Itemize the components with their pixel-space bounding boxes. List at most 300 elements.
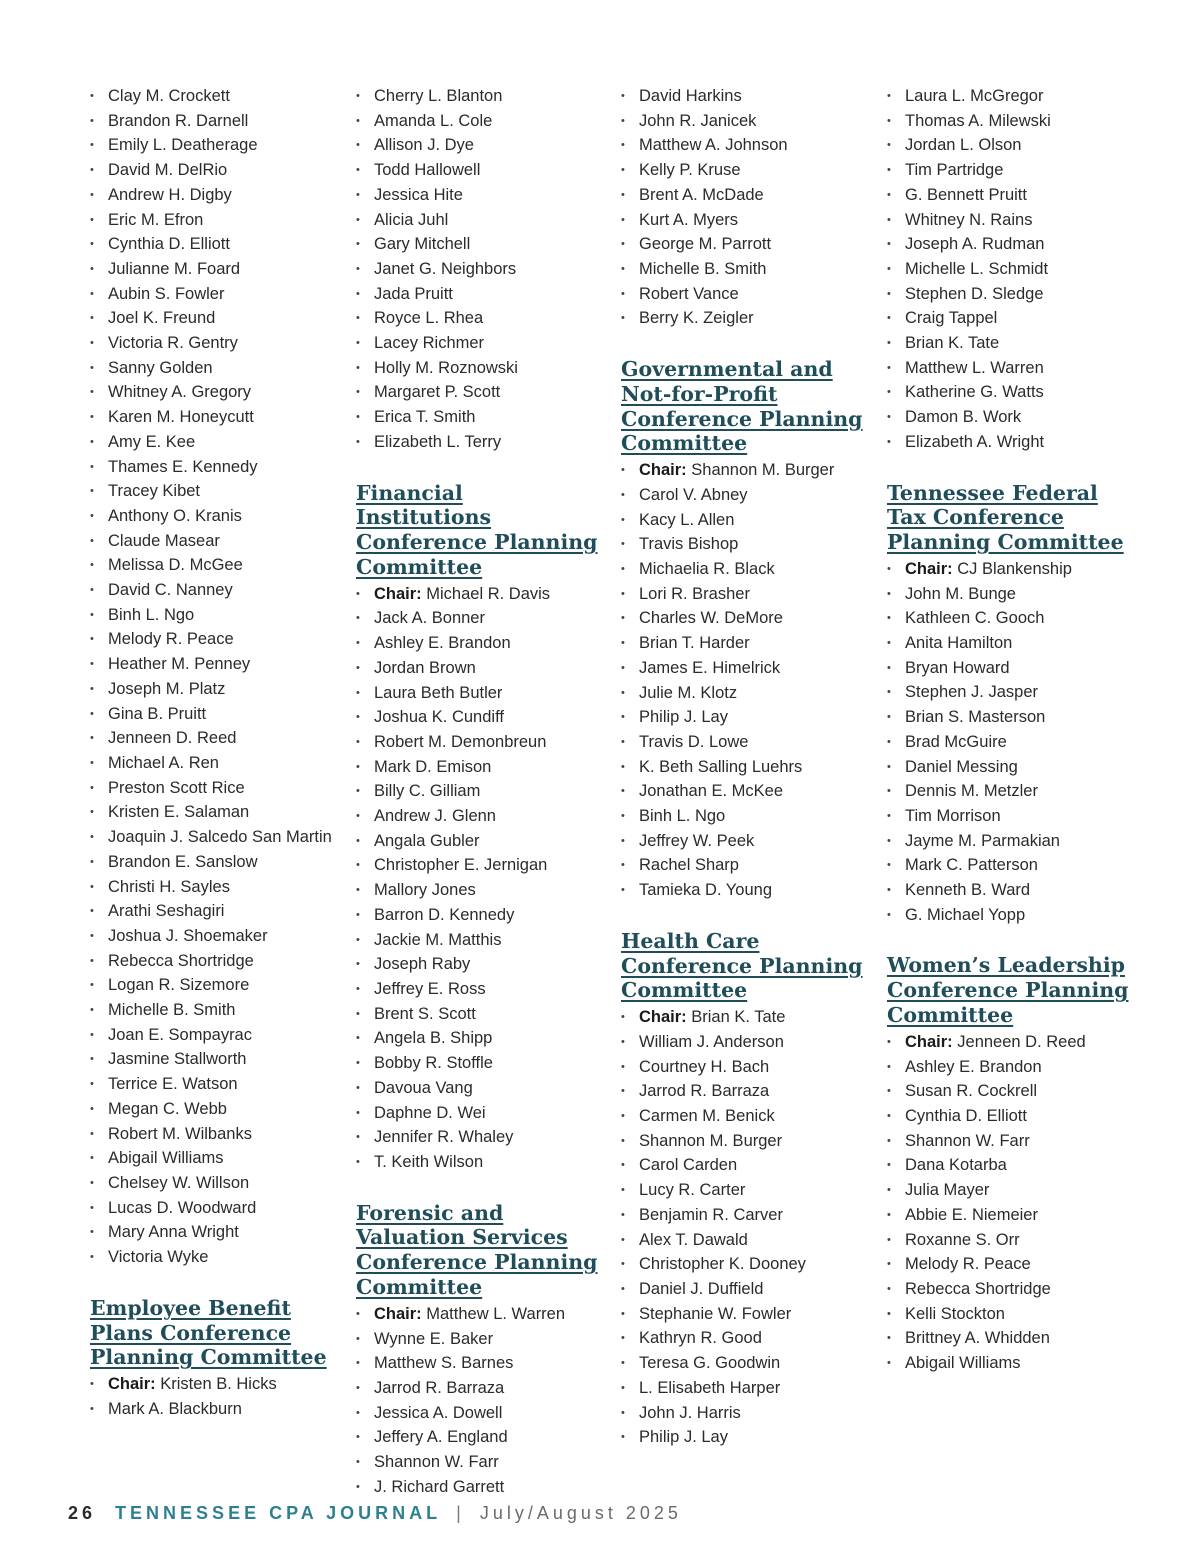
member-list-item — [621, 779, 866, 804]
member-list-item — [90, 850, 335, 875]
member-list-item — [621, 1203, 866, 1228]
member-name: Shannon M. Burger — [691, 461, 835, 480]
member-name: Travis D. Lowe — [639, 732, 749, 751]
member-name: Abbie E. Niemeier — [905, 1205, 1038, 1224]
member-list-item — [887, 582, 1132, 607]
member-name: Whitney A. Gregory — [108, 383, 252, 402]
committee-section — [887, 481, 1132, 928]
member-name: Jessica A. Dowell — [374, 1403, 503, 1422]
member-name: Berry K. Zeigler — [639, 309, 754, 328]
member-list-item — [90, 455, 335, 480]
member-name: Brent A. McDade — [639, 185, 764, 204]
member-list-item — [887, 257, 1132, 282]
member-list-item — [887, 183, 1132, 208]
committee-chair-item — [887, 557, 1132, 582]
member-name: Mark D. Emison — [374, 757, 492, 776]
member-name: Lori R. Brasher — [639, 584, 750, 603]
member-list-item — [90, 702, 335, 727]
member-list-item — [621, 656, 866, 681]
member-list-item — [356, 779, 601, 804]
member-name: Stephen J. Jasper — [905, 683, 1038, 702]
member-name: Rachel Sharp — [639, 856, 739, 875]
member-list-item — [90, 875, 335, 900]
member-list-item — [621, 532, 866, 557]
member-list-item — [887, 1129, 1132, 1154]
member-list-item — [90, 1220, 335, 1245]
member-list-item — [887, 606, 1132, 631]
member-list-item — [356, 232, 601, 257]
member-list — [356, 1302, 601, 1500]
member-list-item — [621, 1228, 866, 1253]
member-name: Margaret P. Scott — [374, 383, 501, 402]
member-name: Jeffrey E. Ross — [374, 979, 486, 998]
member-list-item — [887, 1302, 1132, 1327]
member-name: Brittney A. Whidden — [905, 1329, 1050, 1348]
member-list-item — [90, 949, 335, 974]
member-list-item — [356, 1101, 601, 1126]
member-name: Shannon W. Farr — [374, 1453, 499, 1472]
member-list-item — [356, 380, 601, 405]
member-list-item — [621, 84, 866, 109]
member-list-item — [887, 631, 1132, 656]
member-list-item — [356, 755, 601, 780]
member-name: Craig Tappel — [905, 309, 998, 328]
member-list-item — [887, 804, 1132, 829]
column-4 — [887, 84, 1132, 1376]
member-list-item — [356, 853, 601, 878]
member-list-item — [90, 1097, 335, 1122]
member-name: Carol Carden — [639, 1156, 738, 1175]
chair-label: Chair: — [639, 461, 687, 480]
member-list-item — [621, 1129, 866, 1154]
column-2 — [356, 84, 601, 1499]
member-list-item — [90, 1171, 335, 1196]
member-list — [356, 84, 601, 455]
member-name: John R. Janicek — [639, 111, 757, 130]
member-list-item — [621, 483, 866, 508]
member-list-item — [887, 903, 1132, 928]
member-list-item — [621, 631, 866, 656]
member-name: David Harkins — [639, 87, 742, 105]
member-list-item — [90, 627, 335, 652]
member-name: Rebecca Shortridge — [905, 1279, 1051, 1298]
member-list-item — [90, 529, 335, 554]
member-name: Kurt A. Myers — [639, 210, 739, 229]
member-list-item — [621, 829, 866, 854]
member-name: Joshua K. Cundiff — [374, 708, 504, 727]
member-name: Tim Morrison — [905, 806, 1001, 825]
member-name: Carol V. Abney — [639, 485, 748, 504]
member-name: Wynne E. Baker — [374, 1329, 494, 1348]
member-list — [621, 458, 866, 903]
member-list-item — [90, 380, 335, 405]
member-list-item — [356, 1425, 601, 1450]
member-list-item — [356, 1150, 601, 1175]
member-list-item — [356, 1002, 601, 1027]
committee-chair-item — [90, 1372, 335, 1397]
member-name: Philip J. Lay — [639, 708, 728, 727]
member-list — [621, 84, 866, 331]
member-name: Matthew L. Warren — [426, 1304, 566, 1323]
chair-label: Chair: — [108, 1375, 156, 1394]
member-name: Royce L. Rhea — [374, 309, 484, 328]
member-list-item — [90, 1397, 335, 1422]
member-name: Susan R. Cockrell — [905, 1082, 1038, 1101]
member-list-item — [621, 1079, 866, 1104]
member-name: Michelle L. Schmidt — [905, 259, 1049, 278]
member-list-item — [621, 282, 866, 307]
member-name: Michelle B. Smith — [108, 1001, 236, 1020]
member-name: Bobby R. Stoffle — [374, 1054, 493, 1073]
member-name: Mark C. Patterson — [905, 856, 1038, 875]
member-list-item — [621, 1376, 866, 1401]
member-name: Benjamin R. Carver — [639, 1205, 783, 1224]
member-name: Sanny Golden — [108, 358, 213, 377]
member-list-item — [356, 804, 601, 829]
member-list-item — [90, 800, 335, 825]
member-list-item — [887, 356, 1132, 381]
member-name: Shannon W. Farr — [905, 1131, 1030, 1150]
member-list-item — [90, 1023, 335, 1048]
member-name: Amanda L. Cole — [374, 111, 493, 130]
member-name: Cherry L. Blanton — [374, 87, 503, 105]
member-list-item — [887, 208, 1132, 233]
member-name: Aubin S. Fowler — [108, 284, 225, 303]
member-list-item — [356, 878, 601, 903]
member-name: Abigail Williams — [108, 1149, 224, 1168]
member-list-item — [887, 380, 1132, 405]
member-name: Jarrod R. Barraza — [639, 1082, 770, 1101]
member-list-item — [356, 829, 601, 854]
member-name: Matthew L. Warren — [905, 358, 1044, 377]
member-list-item — [621, 1030, 866, 1055]
member-list-item — [90, 751, 335, 776]
member-name: George M. Parrott — [639, 235, 772, 254]
member-name: Chelsey W. Willson — [108, 1173, 250, 1192]
member-list-item — [621, 606, 866, 631]
member-list-item — [90, 430, 335, 455]
member-list-item — [887, 1277, 1132, 1302]
column-3 — [621, 84, 866, 1450]
member-name: K. Beth Salling Luehrs — [639, 757, 803, 776]
member-name: Alex T. Dawald — [639, 1230, 748, 1249]
member-name: Anthony O. Kranis — [108, 506, 242, 525]
member-list-item — [90, 1072, 335, 1097]
member-name: Shannon M. Burger — [639, 1131, 783, 1150]
member-name: Jonathan E. McKee — [639, 782, 784, 801]
member-list-item — [887, 1326, 1132, 1351]
member-name: Barron D. Kennedy — [374, 905, 515, 924]
member-list-item — [90, 973, 335, 998]
member-name: Teresa G. Goodwin — [639, 1354, 781, 1373]
member-list-item — [90, 1047, 335, 1072]
member-list-item — [356, 1376, 601, 1401]
member-list-item — [90, 158, 335, 183]
member-name: Stephen D. Sledge — [905, 284, 1044, 303]
member-list-item — [90, 578, 335, 603]
member-list-item — [356, 977, 601, 1002]
committee-title: Women’s Leadership Conference Planning Committee — [887, 953, 1129, 1028]
member-name: Karen M. Honeycutt — [108, 408, 254, 427]
member-list-item — [887, 1055, 1132, 1080]
member-list-item — [90, 306, 335, 331]
member-name: Damon B. Work — [905, 408, 1022, 427]
member-list-item — [621, 730, 866, 755]
member-name: L. Elisabeth Harper — [639, 1378, 781, 1397]
member-list-item — [356, 656, 601, 681]
member-list-item — [90, 109, 335, 134]
member-list-item — [887, 232, 1132, 257]
member-list-item — [621, 705, 866, 730]
member-list-item — [356, 109, 601, 134]
member-name: Clay M. Crockett — [108, 87, 230, 105]
page-footer — [68, 1501, 682, 1525]
member-list-item — [621, 1252, 866, 1277]
member-list-item — [90, 356, 335, 381]
member-name: Kristen B. Hicks — [160, 1375, 277, 1394]
member-list — [887, 1030, 1132, 1376]
member-list-item — [90, 603, 335, 628]
member-name: Kelli Stockton — [905, 1304, 1005, 1323]
member-list-item — [90, 998, 335, 1023]
member-name: Carmen M. Benick — [639, 1107, 775, 1126]
member-name: Mark A. Blackburn — [108, 1399, 242, 1418]
member-list-item — [90, 1196, 335, 1221]
member-name: Stephanie W. Fowler — [639, 1304, 792, 1323]
member-name: Mallory Jones — [374, 881, 476, 900]
member-list-item — [887, 878, 1132, 903]
member-name: Bryan Howard — [905, 658, 1010, 677]
member-name: Kenneth B. Ward — [905, 881, 1031, 900]
member-name: Brandon E. Sanslow — [108, 852, 258, 871]
member-name: Elizabeth L. Terry — [374, 432, 502, 451]
member-list-continued — [887, 84, 1132, 455]
member-name: Todd Hallowell — [374, 161, 481, 180]
member-list-item — [356, 183, 601, 208]
member-list-item — [356, 331, 601, 356]
member-name: J. Richard Garrett — [374, 1477, 505, 1496]
member-name: Melody R. Peace — [905, 1255, 1031, 1274]
member-list-item — [90, 677, 335, 702]
member-name: Brian S. Masterson — [905, 708, 1046, 727]
member-name: Alicia Juhl — [374, 210, 449, 229]
member-name: Kacy L. Allen — [639, 510, 735, 529]
member-list-item — [356, 705, 601, 730]
member-list-item — [356, 356, 601, 381]
member-name: Joaquin J. Salcedo San Martin — [108, 828, 332, 847]
member-name: John M. Bunge — [905, 584, 1016, 603]
member-name: Julianne M. Foard — [108, 259, 241, 278]
member-name: Matthew A. Johnson — [639, 136, 788, 155]
member-list-item — [356, 257, 601, 282]
member-list-item — [621, 878, 866, 903]
member-name: Ashley E. Brandon — [905, 1057, 1042, 1076]
member-name: Jada Pruitt — [374, 284, 453, 303]
member-list — [90, 84, 335, 1270]
member-name: Heather M. Penney — [108, 655, 251, 674]
member-name: Jordan Brown — [374, 658, 476, 677]
member-list-item — [90, 776, 335, 801]
member-name: Victoria Wyke — [108, 1248, 209, 1267]
member-name: Laura Beth Butler — [374, 683, 503, 702]
member-list-item — [621, 1104, 866, 1129]
issue-date: July/August 2025 — [479, 1503, 682, 1523]
footer-separator: | — [456, 1503, 465, 1523]
member-list-item — [90, 726, 335, 751]
chair-label: Chair: — [905, 1032, 953, 1051]
member-name: Joan E. Sompayrac — [108, 1025, 252, 1044]
member-list-item — [90, 331, 335, 356]
member-name: Michelle B. Smith — [639, 259, 767, 278]
member-list-item — [356, 133, 601, 158]
member-name: Christi H. Sayles — [108, 877, 230, 896]
member-name: Brandon R. Darnell — [108, 111, 249, 130]
member-name: Victoria R. Gentry — [108, 334, 238, 353]
journal-name: TENNESSEE CPA JOURNAL — [115, 1503, 442, 1523]
member-name: Kathryn R. Good — [639, 1329, 762, 1348]
member-list-item — [356, 208, 601, 233]
committee-chair-item — [356, 1302, 601, 1327]
member-name: Rebecca Shortridge — [108, 951, 254, 970]
chair-label: Chair: — [374, 584, 422, 603]
member-name: Michael A. Ren — [108, 753, 219, 772]
member-name: Holly M. Roznowski — [374, 358, 518, 377]
committee-title: Employee Benefit Plans Conference Planning Committee — [90, 1295, 327, 1370]
member-name: Lucy R. Carter — [639, 1181, 746, 1200]
member-name: Gary Mitchell — [374, 235, 471, 254]
member-name: Lacey Richmer — [374, 334, 485, 353]
member-name: Brian T. Harder — [639, 634, 750, 653]
member-list-item — [621, 1153, 866, 1178]
member-list-item — [887, 133, 1132, 158]
member-name: Arathi Seshagiri — [108, 902, 225, 921]
member-name: Cynthia D. Elliott — [108, 235, 230, 254]
member-name: Courtney H. Bach — [639, 1057, 770, 1076]
member-list-item — [887, 158, 1132, 183]
member-name: Elizabeth A. Wright — [905, 432, 1045, 451]
committee-section — [90, 1296, 335, 1422]
member-name: Andrew J. Glenn — [374, 807, 496, 826]
member-name: Jenneen D. Reed — [957, 1032, 1086, 1051]
member-list-item — [356, 1475, 601, 1500]
member-name: Christopher E. Jernigan — [374, 856, 548, 875]
member-name: Joseph M. Platz — [108, 679, 226, 698]
member-list-item — [90, 208, 335, 233]
member-list-item — [887, 755, 1132, 780]
member-name: Michaelia R. Black — [639, 560, 775, 579]
member-name: Anita Hamilton — [905, 634, 1013, 653]
member-list-item — [621, 1425, 866, 1450]
member-list-item — [621, 1277, 866, 1302]
member-name: Brent S. Scott — [374, 1004, 476, 1023]
member-list-item — [356, 306, 601, 331]
member-list-item — [356, 405, 601, 430]
member-list-item — [887, 656, 1132, 681]
member-list-item — [356, 1076, 601, 1101]
member-list-item — [621, 183, 866, 208]
member-list-item — [356, 1026, 601, 1051]
member-list-item — [621, 208, 866, 233]
member-list-item — [621, 232, 866, 257]
member-name: Jarrod R. Barraza — [374, 1378, 505, 1397]
member-list-item — [356, 928, 601, 953]
member-list-item — [887, 1228, 1132, 1253]
member-list-item — [356, 1125, 601, 1150]
member-list-item — [356, 952, 601, 977]
member-name: Megan C. Webb — [108, 1099, 227, 1118]
member-list-item — [887, 730, 1132, 755]
committee-title: Financial Institutions Conference Planning Committee — [356, 480, 598, 579]
committee-section — [621, 929, 866, 1450]
member-name: Jordan L. Olson — [905, 136, 1022, 155]
member-name: Dana Kotarba — [905, 1156, 1007, 1175]
member-name: Janet G. Neighbors — [374, 259, 517, 278]
committee-title: Health Care Conference Planning Committee — [621, 928, 863, 1003]
member-name: CJ Blankenship — [957, 559, 1072, 578]
committee-chair-item — [621, 458, 866, 483]
member-name: James E. Himelrick — [639, 658, 781, 677]
member-name: Philip J. Lay — [639, 1428, 728, 1447]
member-name: Jayme M. Parmakian — [905, 831, 1060, 850]
member-list-item — [621, 1302, 866, 1327]
member-list-item — [887, 680, 1132, 705]
member-name: Laura L. McGregor — [905, 87, 1044, 105]
member-list-item — [887, 1351, 1132, 1376]
member-list-item — [90, 899, 335, 924]
member-name: Cynthia D. Elliott — [905, 1106, 1027, 1125]
member-list-item — [887, 853, 1132, 878]
member-list-item — [621, 158, 866, 183]
member-list-item — [621, 508, 866, 533]
member-name: Katherine G. Watts — [905, 383, 1044, 402]
member-list-item — [887, 109, 1132, 134]
member-name: Travis Bishop — [639, 535, 739, 554]
member-list-item — [90, 504, 335, 529]
member-list-item — [621, 109, 866, 134]
member-list-item — [887, 829, 1132, 854]
member-name: Jessica Hite — [374, 185, 463, 204]
member-list-item — [887, 405, 1132, 430]
member-list-item — [621, 133, 866, 158]
member-list-item — [90, 924, 335, 949]
member-list-item — [356, 681, 601, 706]
member-list-item — [887, 1079, 1132, 1104]
member-name: Tamieka D. Young — [639, 881, 773, 900]
member-name: Jasmine Stallworth — [108, 1050, 247, 1069]
member-name: Thames E. Kennedy — [108, 457, 258, 476]
member-list-item — [90, 257, 335, 282]
member-list-item — [356, 1351, 601, 1376]
member-name: T. Keith Wilson — [374, 1152, 484, 1171]
member-list-item — [356, 1401, 601, 1426]
page-number: 26 — [68, 1503, 97, 1523]
member-list — [887, 557, 1132, 928]
member-name: Eric M. Efron — [108, 210, 204, 229]
member-name: Melody R. Peace — [108, 630, 234, 649]
member-list-item — [356, 631, 601, 656]
member-name: Allison J. Dye — [374, 136, 474, 155]
member-name: Joseph Raby — [374, 955, 471, 974]
member-name: Joshua J. Shoemaker — [108, 926, 268, 945]
member-name: Billy C. Gilliam — [374, 782, 481, 801]
committee-section — [356, 481, 601, 1175]
member-list — [90, 1372, 335, 1421]
member-name: Binh L. Ngo — [108, 605, 195, 624]
member-list-item — [90, 825, 335, 850]
member-name: David C. Nanney — [108, 581, 233, 600]
member-name: Dennis M. Metzler — [905, 782, 1038, 801]
member-list-item — [887, 84, 1132, 109]
